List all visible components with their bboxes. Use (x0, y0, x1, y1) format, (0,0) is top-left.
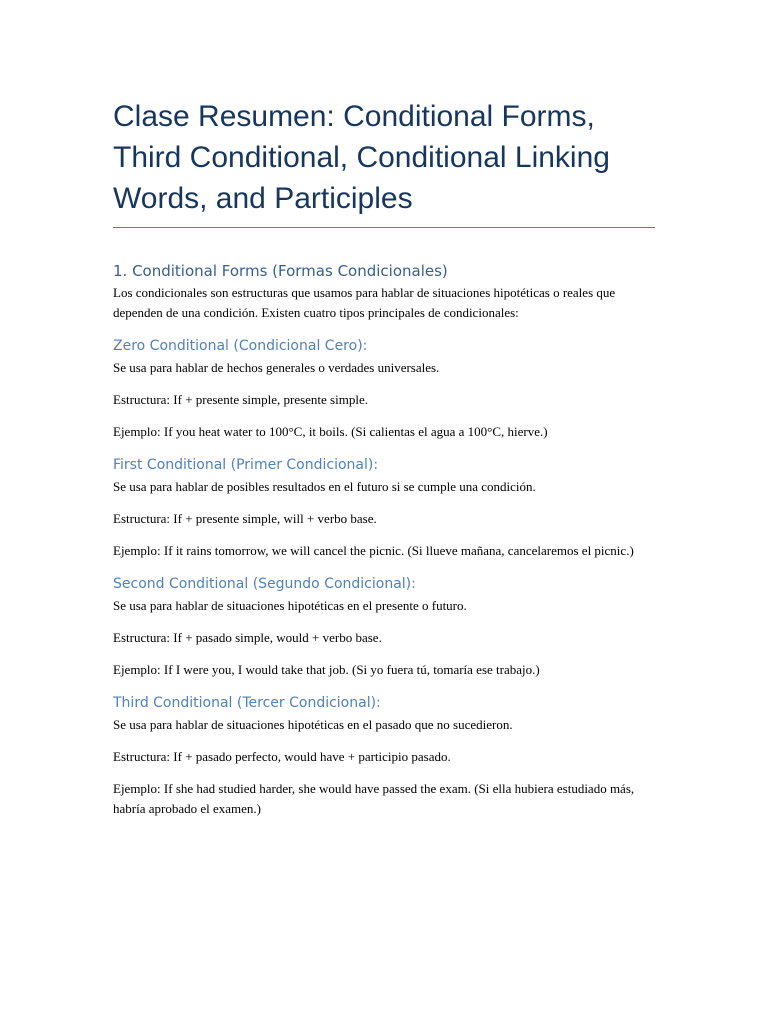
document-title: Clase Resumen: Conditional Forms, Third Conditional, Conditional Linking Words, and Participles (113, 100, 610, 215)
title-divider (113, 227, 655, 228)
subheading-second-conditional: Second Conditional (Segundo Condicional): (113, 576, 416, 592)
zero-conditional-example: Ejemplo: If you heat water to 100°C, it boils. (Si calientas el agua a 100°C, hierve.) (113, 424, 548, 439)
first-conditional-example: Ejemplo: If it rains tomorrow, we will cancel the picnic. (Si llueve mañana, cancelaremos el picnic.) (113, 543, 634, 558)
first-conditional-use: Se usa para hablar de posibles resultados en el futuro si se cumple una condición. (113, 479, 536, 494)
zero-conditional-structure: Estructura: If + presente simple, presente simple. (113, 392, 368, 407)
first-conditional-structure: Estructura: If + presente simple, will + verbo base. (113, 511, 377, 526)
third-conditional-example: Ejemplo: If she had studied harder, she would have passed the exam. (Si ella hubiera estudiado más, habría aprobado el examen.) (113, 781, 635, 816)
section-heading-conditional-forms: 1. Conditional Forms (Formas Condicionales) (113, 262, 448, 280)
document-page (113, 0, 655, 819)
subheading-third-conditional: Third Conditional (Tercer Condicional): (113, 695, 381, 711)
second-conditional-use: Se usa para hablar de situaciones hipotéticas en el presente o futuro. (113, 598, 467, 613)
second-conditional-example: Ejemplo: If I were you, I would take that job. (Si yo fuera tú, tomaría ese trabajo.) (113, 662, 540, 677)
third-conditional-use: Se usa para hablar de situaciones hipotéticas en el pasado que no sucedieron. (113, 717, 513, 732)
section-intro-paragraph: Los condicionales son estructuras que usamos para hablar de situaciones hipotéticas o reales que dependen de una condición. Existen cuatro tipos principales de condicionales: (113, 285, 616, 320)
subheading-zero-conditional: Zero Conditional (Condicional Cero): (113, 338, 368, 354)
third-conditional-structure: Estructura: If + pasado perfecto, would have + participio pasado. (113, 749, 451, 764)
subheading-first-conditional: First Conditional (Primer Condicional): (113, 457, 379, 473)
second-conditional-structure: Estructura: If + pasado simple, would + verbo base. (113, 630, 382, 645)
zero-conditional-use: Se usa para hablar de hechos generales o verdades universales. (113, 360, 440, 375)
